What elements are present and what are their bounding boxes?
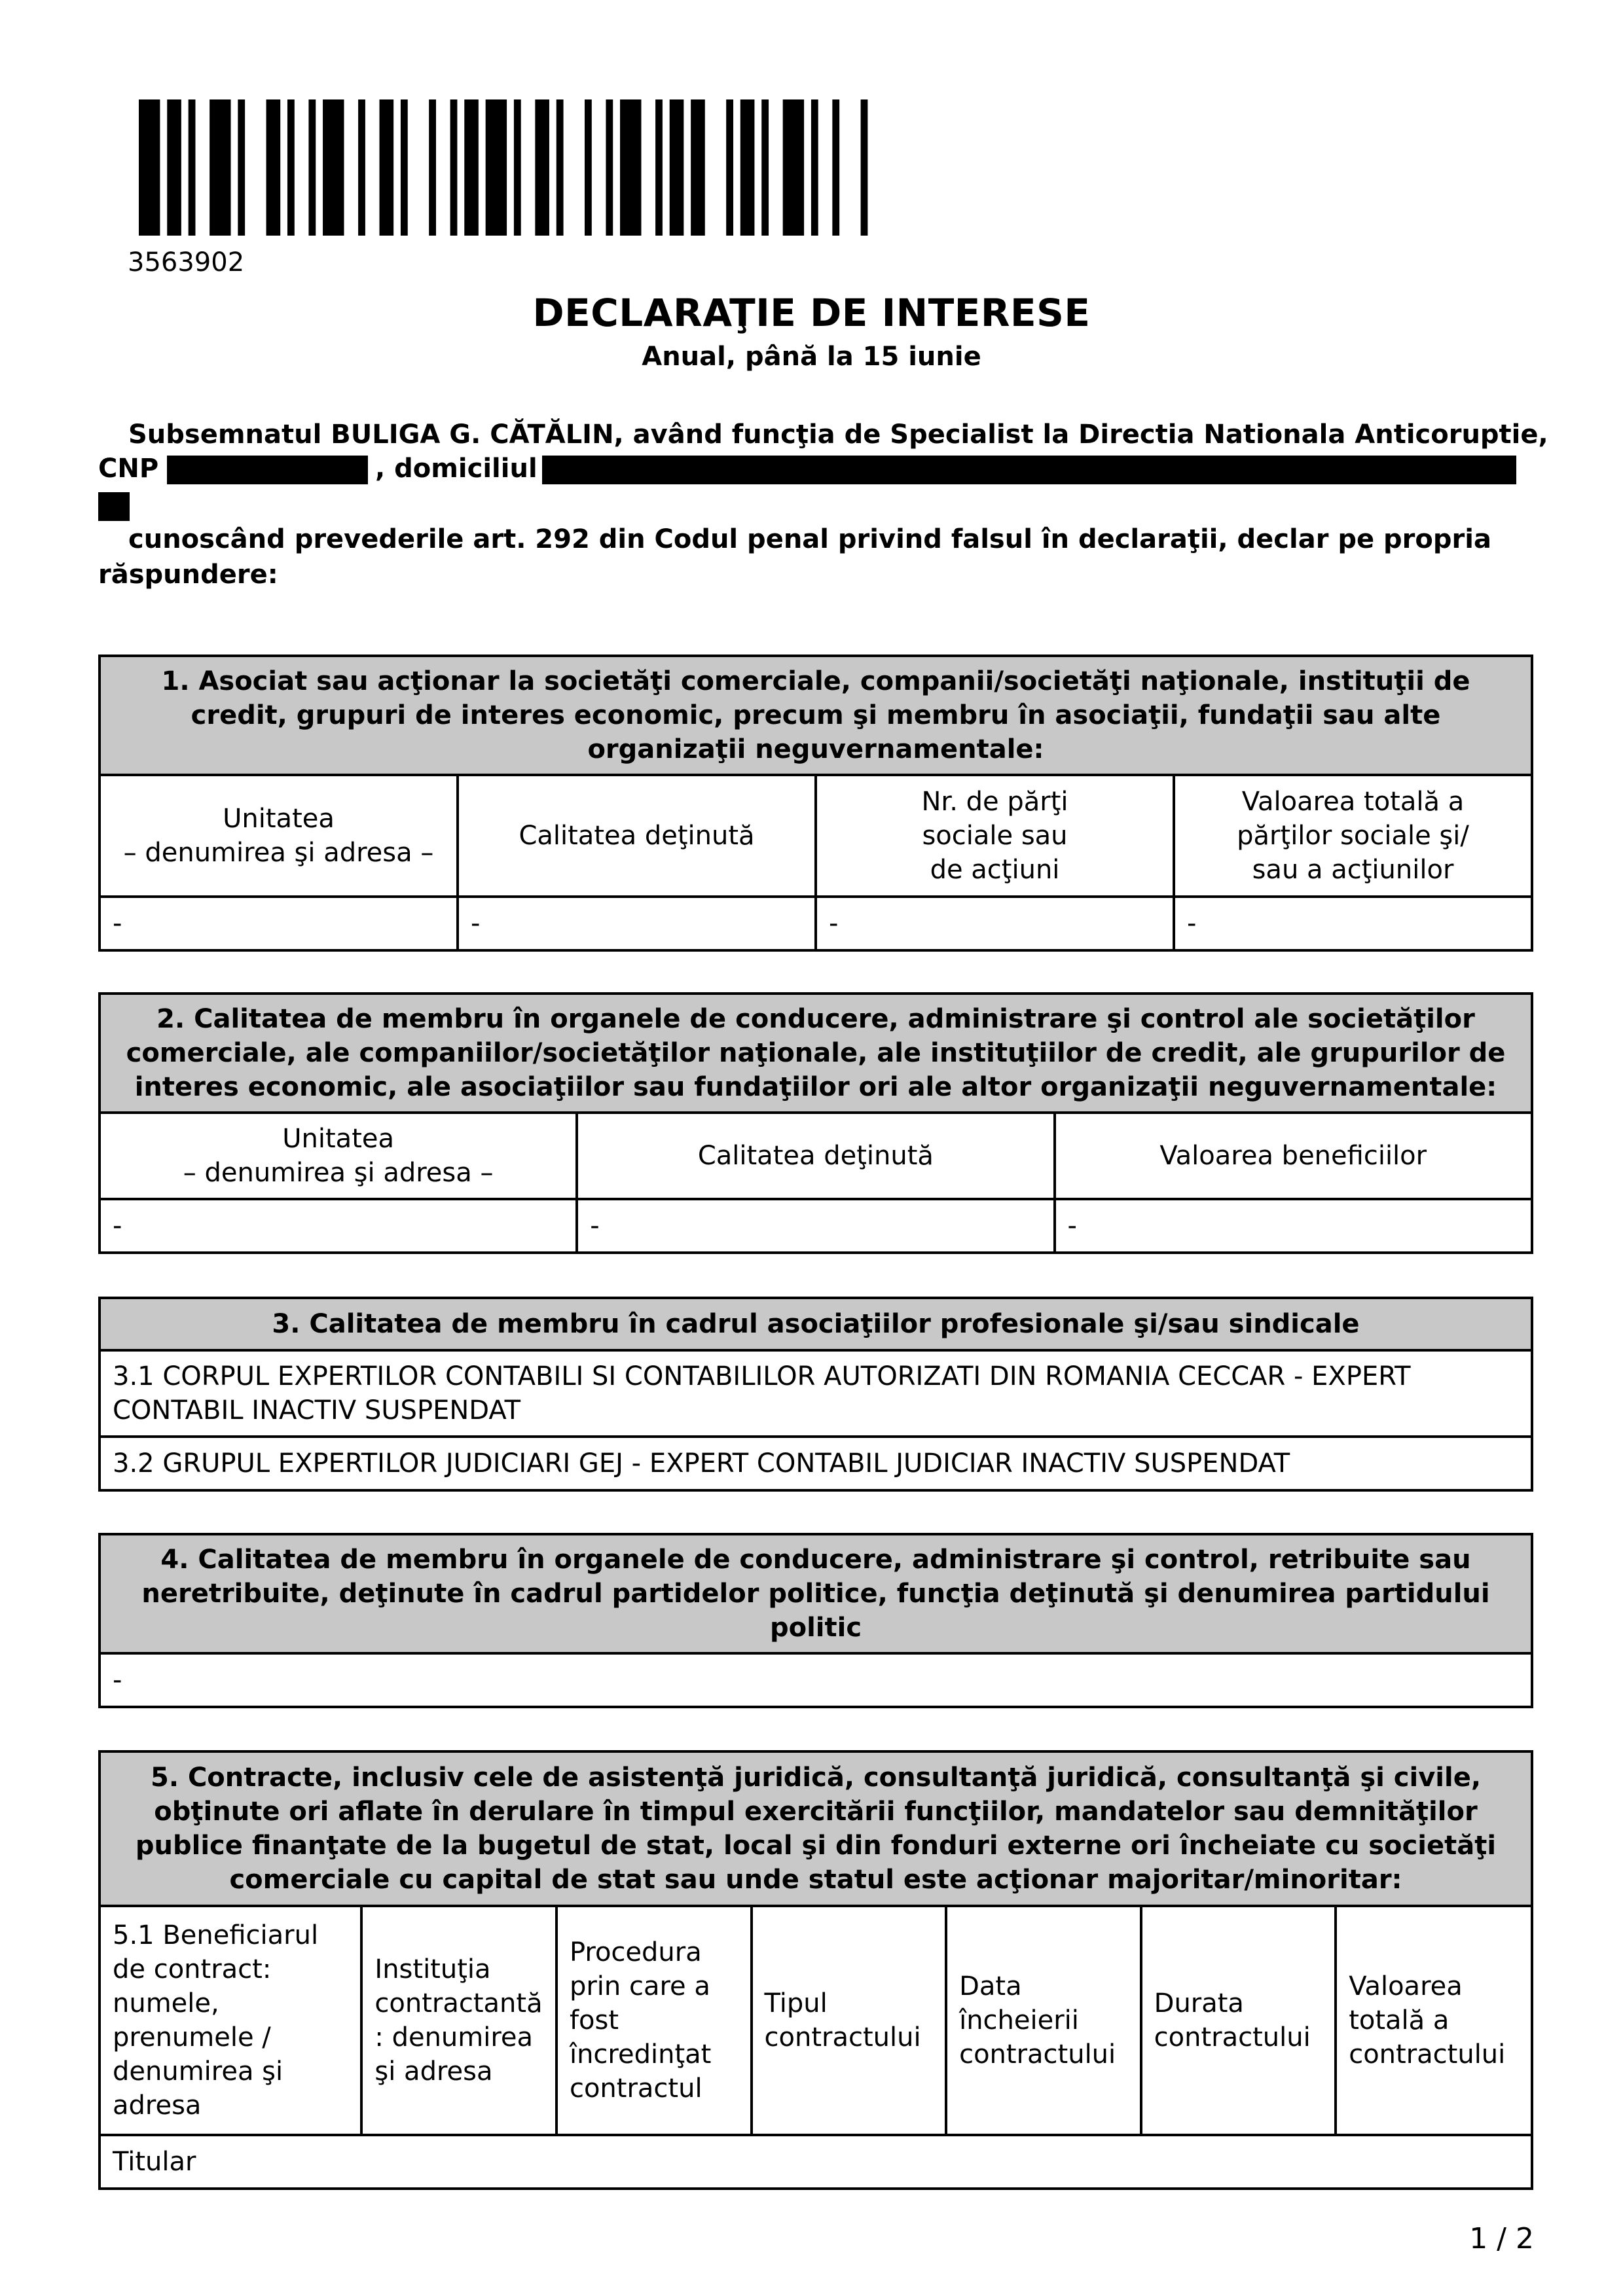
column-header-quality: Calitatea deţinută (577, 1113, 1054, 1199)
barcode-bar (486, 99, 507, 236)
barcode-bar (620, 99, 641, 236)
section-5-table (98, 1750, 1533, 2190)
table-cell: - (577, 1199, 1054, 1253)
barcode-bar (167, 99, 181, 236)
barcode-bar (691, 99, 705, 236)
table-cell: - (100, 1199, 577, 1253)
document-title: DECLARAŢIE DE INTERESE (532, 291, 1091, 335)
table-row (100, 1653, 1532, 1707)
barcode-bar (287, 99, 295, 236)
barcode-bar (861, 99, 868, 236)
column-header-total-value: Valoarea totală a părţilor sociale şi/ sau a acţiunilor (1174, 775, 1532, 897)
page-number: 1 / 2 (1469, 2222, 1534, 2255)
intro-line-3: cunoscând prevederile art. 292 din Codul penal privind falsul în declaraţii, declar pe propria (128, 524, 1491, 554)
column-header-beneficiary: 5.1 Beneficiarul de contract: numele, prenumele / denumirea şi adresa (100, 1906, 361, 2135)
column-header-unit: Unitatea – denumirea şi adresa – (100, 775, 458, 897)
table-row (100, 897, 1532, 950)
section-5-title: 5. Contracte, inclusiv cele de asistenţă juridică, consultanţă juridică, consultanţă şi civile, obţinute ori aflate în derulare în timpul exercitării funcţiilor, mandatelor sau demnităţilor publice finanţate de la bugetul de stat, local şi din fonduri externe ori încheiate cu societăţi comerciale cu capital de stat sau unde statul este acţionar majoritar/minoritar: (100, 1751, 1532, 1906)
barcode-bar (308, 99, 316, 236)
barcode-bar (585, 99, 592, 236)
section-3-table (98, 1297, 1533, 1492)
column-header-contract-date: Data încheierii contractului (946, 1906, 1141, 2135)
document-subtitle: Anual, până la 15 iunie (642, 342, 981, 372)
intro-line-4: răspundere: (98, 560, 278, 590)
barcode-bar (761, 99, 769, 236)
table-cell: - (816, 897, 1174, 950)
column-header-quality: Calitatea deţinută (458, 775, 816, 897)
section-1-table (98, 655, 1533, 952)
column-header-contract-value: Valoarea totală a contractului (1336, 1906, 1532, 2135)
table-cell: - (100, 1653, 1532, 1707)
barcode-bar (210, 99, 230, 236)
barcode-bar (606, 99, 613, 236)
column-header-unit: Unitatea – denumirea şi adresa – (100, 1113, 577, 1199)
table-cell: - (100, 897, 458, 950)
column-header-contracting-institution: Instituţia contractantă : denumirea şi adresa (361, 1906, 556, 2135)
section-2-title: 2. Calitatea de membru în organele de conducere, administrare şi control ale societăţilor comerciale, ale companiilor/societăţilor naţionale, ale instituţiilor de credit, ale grupurilor de interes economic, ale asociaţiilor sau fundaţiilor ori ale altor organizaţii neguvernamentale: (100, 994, 1532, 1113)
column-header-contract-duration: Durata contractului (1141, 1906, 1336, 2135)
barcode-bar (358, 99, 365, 236)
barcode-bar (139, 99, 160, 236)
barcode-bar (464, 99, 479, 236)
barcode-bar (811, 99, 818, 236)
redacted-cnp (167, 456, 368, 484)
barcode-bar (238, 99, 245, 236)
table-row (100, 2135, 1532, 2189)
barcode-bar (401, 99, 408, 236)
table-row (100, 1199, 1532, 1253)
barcode-bar (380, 99, 394, 236)
table-row (100, 1350, 1532, 1437)
barcode-bar (740, 99, 755, 236)
barcode-bar (429, 99, 436, 236)
table-cell: 3.2 GRUPUL EXPERTILOR JUDICIARI GEJ - EXPERT CONTABIL JUDICIAR INACTIV SUSPENDAT (100, 1437, 1532, 1490)
domicile-label: , domiciliul (375, 454, 538, 484)
barcode-bar (323, 99, 344, 236)
barcode-bar (450, 99, 458, 236)
column-header-contract-type: Tipul contractului (752, 1906, 947, 2135)
table-cell: - (1174, 897, 1532, 950)
section-4-table (98, 1533, 1533, 1708)
barcode-bar (670, 99, 684, 236)
table-cell: 3.1 CORPUL EXPERTILOR CONTABILI SI CONTABILILOR AUTORIZATI DIN ROMANIA CECCAR - EXPERT CONTABIL INACTIV SUSPENDAT (100, 1350, 1532, 1437)
barcode (139, 99, 882, 236)
barcode-bar (189, 99, 196, 236)
barcode-bar (783, 99, 804, 236)
barcode-number: 3563902 (128, 247, 245, 278)
barcode-bar (556, 99, 564, 236)
section-2-table (98, 992, 1533, 1254)
section-3-title: 3. Calitatea de membru în cadrul asociaţiilor profesionale şi/sau sindicale (100, 1298, 1532, 1350)
barcode-bar (514, 99, 521, 236)
barcode-bar (832, 99, 839, 236)
section-4-title: 4. Calitatea de membru în organele de conducere, administrare şi control, retribuite sau neretribuite, deţinute în cadrul partidelor politice, funcţia deţinută şi denumirea partidului politic (100, 1534, 1532, 1653)
table-cell: - (1055, 1199, 1533, 1253)
barcode-bar (726, 99, 733, 236)
redacted-address-continued (98, 492, 130, 521)
redacted-address (542, 456, 1516, 484)
barcode-bar (655, 99, 663, 236)
table-cell: - (458, 897, 816, 950)
table-row (100, 1437, 1532, 1490)
column-header-procedure: Procedura prin care a fost încredinţat contractul (556, 1906, 752, 2135)
barcode-bar (535, 99, 549, 236)
table-cell: Titular (100, 2135, 1532, 2189)
column-header-shares-count: Nr. de părţi sociale sau de acţiuni (816, 775, 1174, 897)
barcode-bar (266, 99, 281, 236)
intro-line-1: Subsemnatul BULIGA G. CĂTĂLIN, având funcţia de Specialist la Directia Nationala Anticoruptie, (128, 420, 1548, 450)
column-header-benefits-value: Valoarea beneficiilor (1055, 1113, 1533, 1199)
section-1-title: 1. Asociat sau acţionar la societăţi comerciale, companii/societăţi naţionale, instituţii de credit, grupuri de interes economic, precum şi membru în asociaţii, fundaţii sau alte organizaţii neguvernamentale: (100, 656, 1532, 775)
cnp-label: CNP (98, 454, 159, 484)
